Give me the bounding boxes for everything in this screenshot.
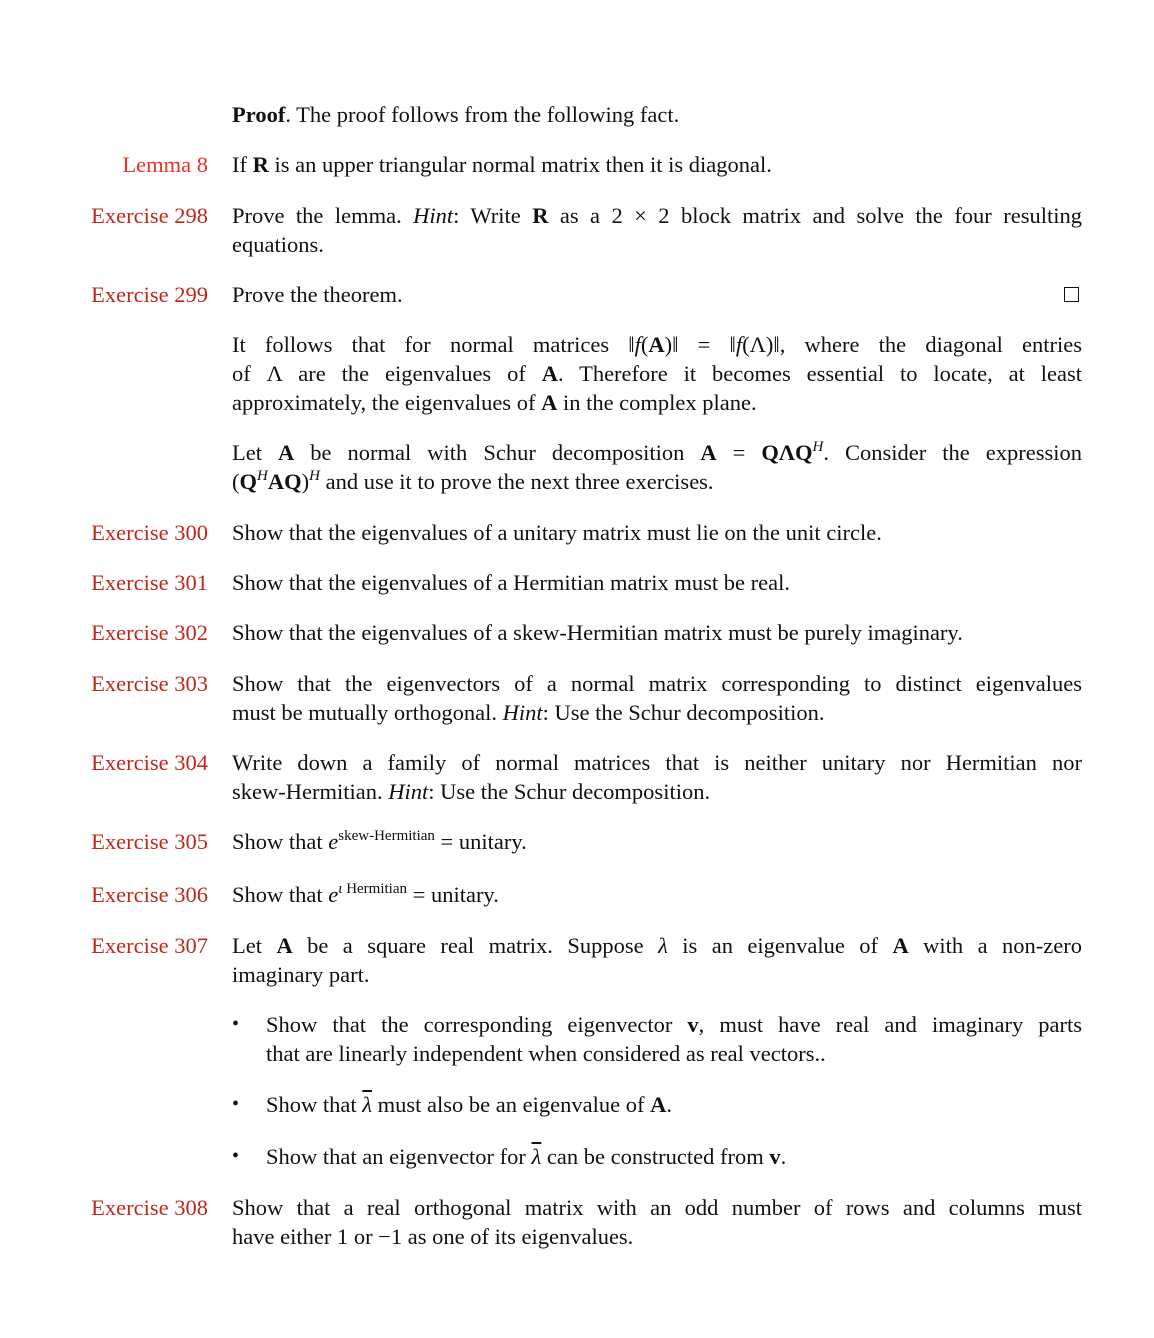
- exercise-label[interactable]: Exercise 306: [91, 882, 208, 907]
- hint-label: Hint: [502, 700, 543, 725]
- exercise-label[interactable]: Exercise 300: [91, 520, 208, 545]
- exercise-label[interactable]: Exercise 299: [91, 282, 208, 307]
- lemma-label[interactable]: Lemma 8: [122, 152, 208, 177]
- bullet-icon: •: [232, 1093, 240, 1115]
- qed-square-icon: [1064, 287, 1079, 302]
- bullet-icon: •: [232, 1145, 240, 1167]
- exercise-label[interactable]: Exercise 301: [91, 570, 208, 595]
- exercise-label[interactable]: Exercise 302: [91, 620, 208, 645]
- document-page: Proof. The proof follows from the following fact. Lemma 8 If R is an upper triangular normal matrix then it is diagonal. Exercise 298 Prove the lemma. Hint: Write R as a 2 × 2 block matrix and solve the four resulting equations. Exercise 299 Prove the theorem. It follows that for normal matrices ‖f(A)‖ = ‖f(Λ)‖, where the diagonal entries of Λ are the eigenvalues of A. Therefore it becomes essential to locate, at least approximately, the eigenvalues of A in the complex plane. Let A be normal with Schur decomposition $A = Q\Lambda Q^H$. Consider the expression $(Q^HAQ)^H$ and use it to prove the next three exercises. Exercise 300 Show that the eigenvalues of a unitary matrix must lie on the unit circle. Exercise 301 Show that the eigenvalues of a Hermitian matrix must be real. Exercise 302 Show that the eigenvalues of a skew-Hermitian matrix must be purely imaginary. Exercise 303 Show that the eigenvectors of a normal matrix corresponding to distinct eigenvalues must be mutually orthogonal. Hint: Use the Schur decomposition. Exercise 304 Write down a family of normal matrices that is neither unitary nor Hermitian nor skew-Hermitian. Hint: Use the Schur decomposition. Exercise 305 Show that $e^{skew-Hermitian}$ = unitary. Exercise 306 Show that $e^{\iota Hermitian}$ = unitary. Exercise 307 Let A be a square real matrix. Suppose λ is an eigenvalue of A with a non-zero imaginary part. • Show that the corresponding eigenvector v, must have real and imaginary parts that are linearly independent when considered as real vectors.. • Show that $\overline{\lambda}$ must also be an eigenvalue of A. • Show that an eigenvector for $\overline{\lambda}$ can be constructed from v. Exercise 308 Show that a real orthogonal matrix with an odd number of rows and columns must have either 1 or −1 as one of its eigenvalues.: [91, 102, 1083, 1249]
- exercise-label[interactable]: Exercise 303: [91, 671, 208, 696]
- exercise-label[interactable]: Exercise 307: [91, 933, 208, 958]
- hint-label: Hint: [413, 203, 454, 228]
- proof-text: . The proof follows from the following fact.: [285, 102, 680, 127]
- hint-label: Hint: [388, 779, 429, 804]
- exercise-label[interactable]: Exercise 298: [91, 203, 208, 228]
- matrix-R: R: [252, 152, 269, 177]
- bullet-icon: •: [232, 1013, 240, 1035]
- exercise-label[interactable]: Exercise 308: [91, 1195, 208, 1220]
- exercise-label[interactable]: Exercise 305: [91, 829, 208, 854]
- proof-label: Proof: [232, 102, 286, 127]
- exercise-label[interactable]: Exercise 304: [91, 750, 208, 775]
